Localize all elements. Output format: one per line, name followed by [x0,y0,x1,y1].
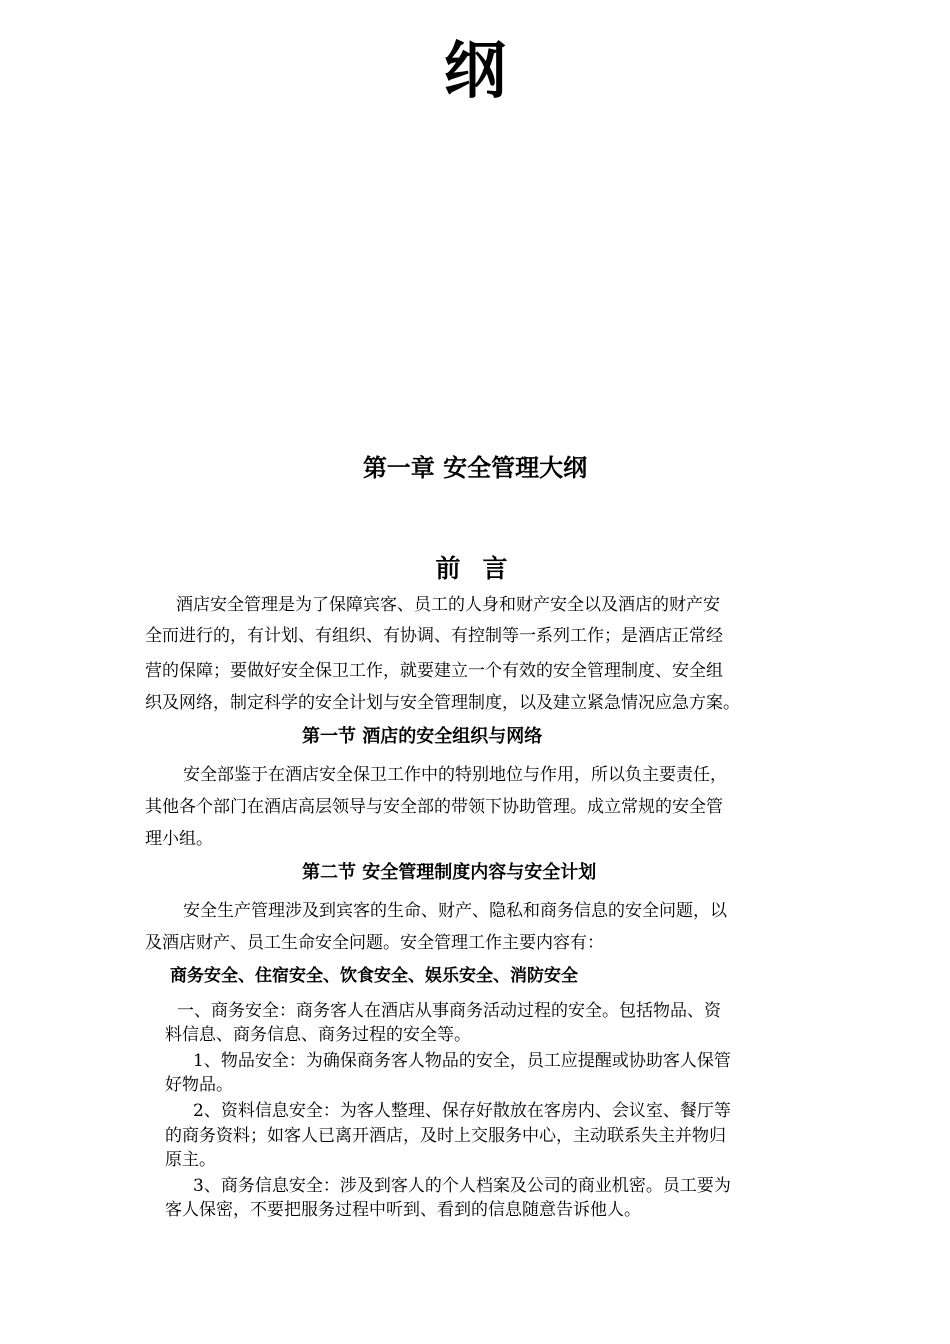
business-safety-intro-line: 料信息、商务信息、商务过程的安全等。 [165,1025,471,1045]
item-2-line: 的商务资料；如客人已离开酒店，及时上交服务中心，主动联系失主并物归 [165,1126,726,1146]
item-3-line: 客人保密，不要把服务过程中听到、看到的信息随意告诉他人。 [165,1200,641,1220]
section-1-line: 理小组。 [145,829,213,849]
section-2-line: 及酒店财产、员工生命安全问题。安全管理工作主要内容有： [145,933,604,953]
item-1-line: 1、物品安全：为确保商务客人物品的安全，员工应提醒或协助客人保管 [193,1051,731,1071]
chapter-title: 第一章 安全管理大纲 [362,454,588,482]
item-2-line: 原主。 [165,1150,216,1170]
section-1-line: 其他各个部门在酒店高层领导与安全部的带领下协助管理。成立常规的安全管 [145,797,723,817]
section-2-line: 安全生产管理涉及到宾客的生命、财产、隐私和商务信息的安全问题，以 [183,901,727,921]
business-safety-intro-line: 一、商务安全：商务客人在酒店从事商务活动过程的安全。包括物品、资 [177,1001,721,1021]
item-3-line: 3、商务信息安全：涉及到客人的个人档案及公司的商业机密。员工要为 [193,1176,731,1196]
preface-line: 酒店安全管理是为了保障宾客、员工的人身和财产安全以及酒店的财产安 [176,595,720,615]
safety-categories: 商务安全、住宿安全、饮食安全、娱乐安全、消防安全 [170,966,578,986]
preface-line: 营的保障；要做好安全保卫工作，就要建立一个有效的安全管理制度、安全组 [145,661,723,681]
section-1-heading: 第一节 酒店的安全组织与网络 [302,726,543,747]
preface-heading: 前言 [435,554,530,583]
item-2-line: 2、资料信息安全：为客人整理、保存好散放在客房内、会议室、餐厅等 [193,1101,731,1121]
preface-line: 织及网络，制定科学的安全计划与安全管理制度，以及建立紧急情况应急方案。 [145,693,740,713]
section-2-heading: 第二节 安全管理制度内容与安全计划 [302,862,597,883]
item-1-line: 好物品。 [165,1075,233,1095]
section-1-line: 安全部鉴于在酒店安全保卫工作中的特别地位与作用，所以负主要责任， [183,765,727,785]
preface-line: 全而进行的，有计划、有组织、有协调、有控制等一系列工作；是酒店正常经 [145,626,723,646]
document-title-fragment: 纲 [443,34,506,107]
